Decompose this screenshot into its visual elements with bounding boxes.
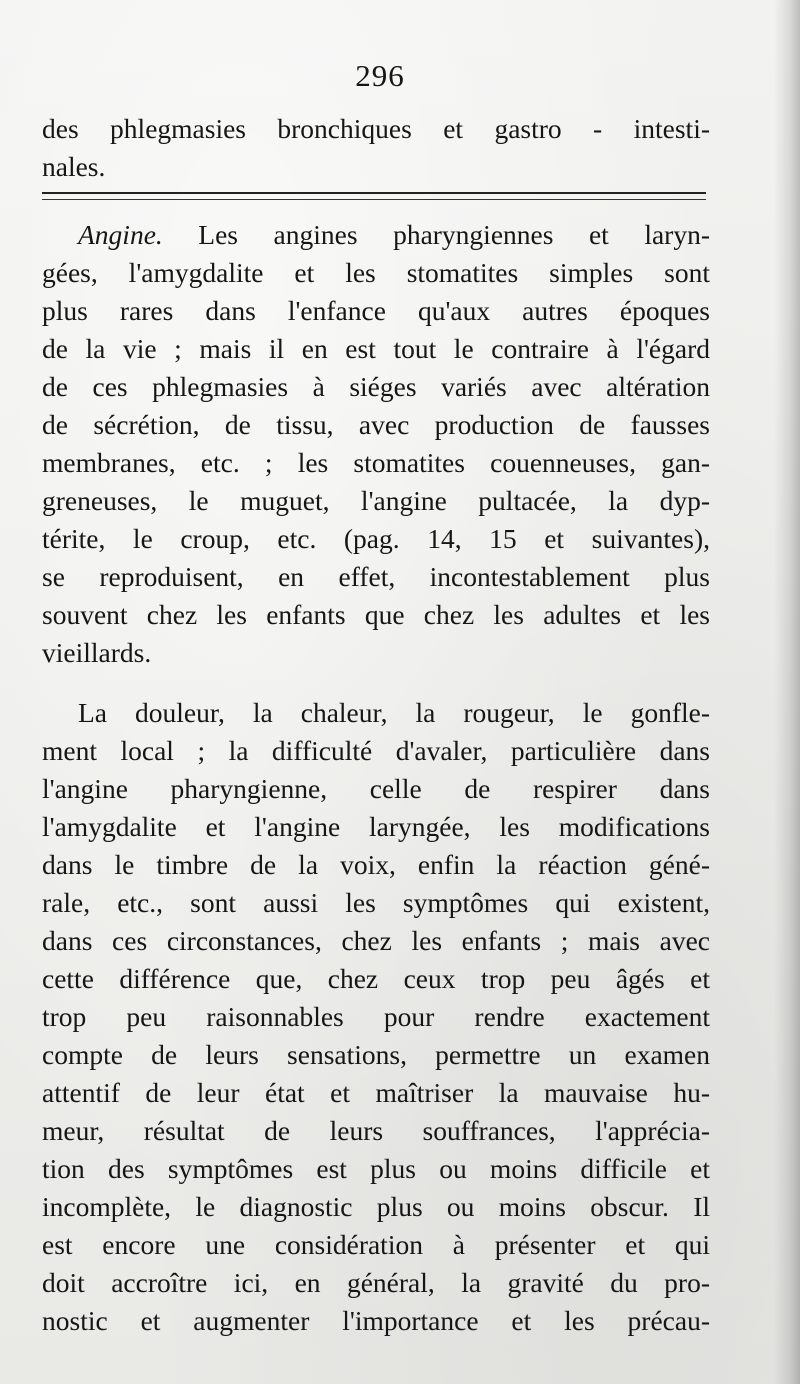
text-line: meur, résultat de leurs souffrances, l'apprécia- xyxy=(42,1115,710,1146)
text-line: est encore une considération à présenter et qui xyxy=(42,1229,710,1260)
text-line: dans ces circonstances, chez les enfants ; mais avec xyxy=(42,925,710,956)
intro-text xyxy=(42,110,710,186)
text-line xyxy=(42,216,710,254)
text-line: plus rares dans l'enfance qu'aux autres époques xyxy=(42,295,710,326)
section-divider xyxy=(42,192,706,200)
text-line: membranes, etc. ; les stomatites couenneuses, gan- xyxy=(42,447,710,478)
text-line: vieillards. xyxy=(42,637,152,668)
text-line: ment local ; la difficulté d'avaler, particulière dans xyxy=(42,735,710,766)
text-line: souvent chez les enfants que chez les adultes et les xyxy=(42,599,710,630)
text-line: nostic et augmenter l'importance et les précau- xyxy=(42,1305,710,1336)
paragraph-angine xyxy=(42,216,710,672)
text-line: La douleur, la chaleur, la rougeur, le gonfle- xyxy=(78,697,710,728)
text-line: se reproduisent, en effet, incontestablement plus xyxy=(42,561,710,592)
text-line: trop peu raisonnables pour rendre exactement xyxy=(42,1001,710,1032)
text-line: de la vie ; mais il en est tout le contraire à l'égard xyxy=(42,333,710,364)
section-keyword: Angine. xyxy=(78,219,163,250)
text-line: des phlegmasies bronchiques et gastro - intesti- xyxy=(42,113,710,144)
text-line: l'amygdalite et l'angine laryngée, les modifications xyxy=(42,811,710,842)
text-line: greneuses, le muguet, l'angine pultacée, la dyp- xyxy=(42,485,710,516)
text-line: de sécrétion, de tissu, avec production de fausses xyxy=(42,409,710,440)
text-line: compte de leurs sensations, permettre un examen xyxy=(42,1039,710,1070)
text-line: incomplète, le diagnostic plus ou moins obscur. Il xyxy=(42,1191,710,1222)
text-line: tion des symptômes est plus ou moins difficile et xyxy=(42,1153,710,1184)
text-line: cette différence que, chez ceux trop peu âgés et xyxy=(42,963,710,994)
text-line: nales. xyxy=(42,151,106,182)
text-line: de ces phlegmasies à siéges variés avec altération xyxy=(42,371,710,402)
text-line: térite, le croup, etc. (pag. 14, 15 et suivantes), xyxy=(42,523,710,554)
text-line: dans le timbre de la voix, enfin la réaction géné- xyxy=(42,849,710,880)
text-line: l'angine pharyngienne, celle de respirer dans xyxy=(42,773,710,804)
page-number: 296 xyxy=(355,58,405,93)
text-line: doit accroître ici, en général, la gravité du pro- xyxy=(42,1267,710,1298)
text-line-rest: Les angines pharyngiennes et laryn- xyxy=(162,219,710,250)
paragraph-symptoms xyxy=(42,694,710,1340)
text-line: attentif de leur état et maîtriser la mauvaise hu- xyxy=(42,1077,710,1108)
text-line: rale, etc., sont aussi les symptômes qui existent, xyxy=(42,887,710,918)
page-edge-shadow xyxy=(774,0,800,1384)
text-line: gées, l'amygdalite et les stomatites simples sont xyxy=(42,257,710,288)
